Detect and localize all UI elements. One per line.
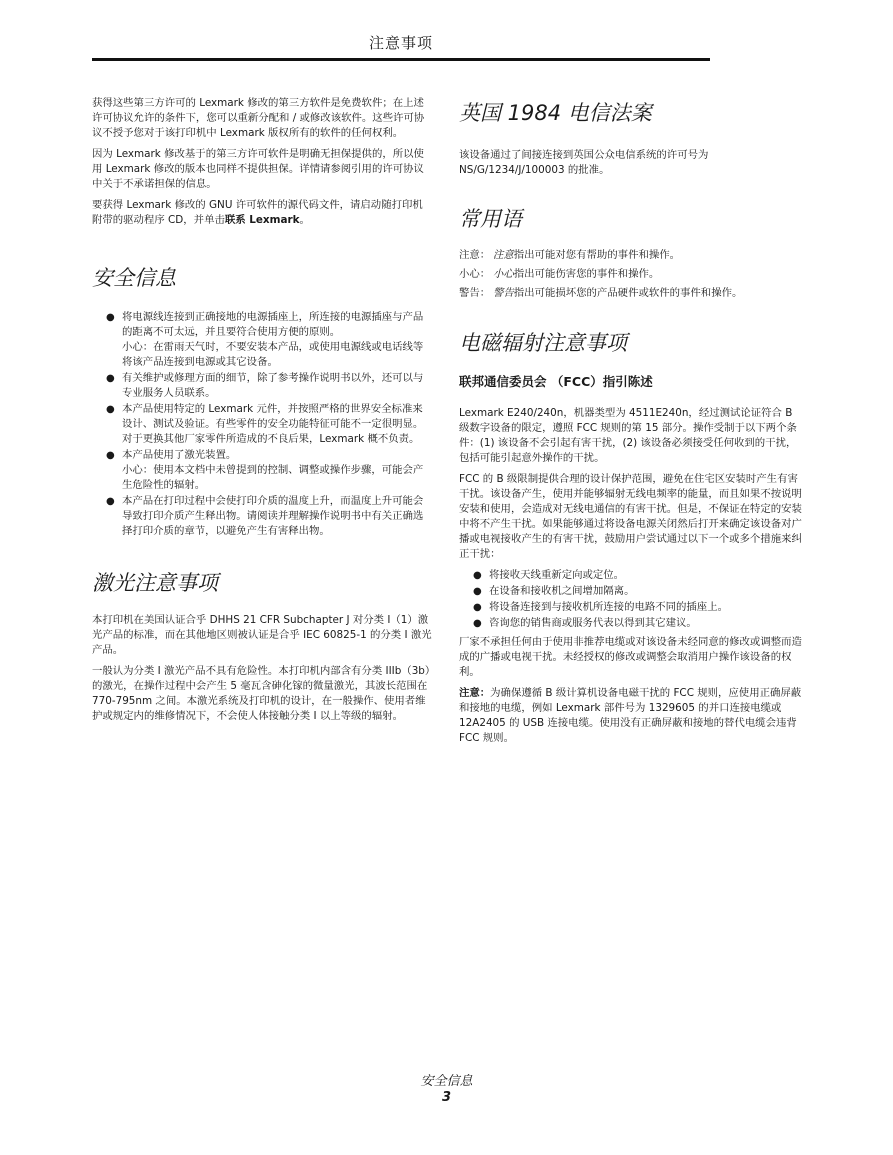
measure-text: 在设备和接收机之间增加隔离。 bbox=[489, 585, 635, 597]
note-label: 注意： bbox=[459, 687, 491, 699]
footer-section-title: 安全信息 bbox=[420, 1074, 473, 1089]
convention-note bbox=[459, 248, 803, 263]
page-header-title: 注意事项 bbox=[368, 34, 433, 52]
laser-paragraph-1: 本打印机在美国认证合乎 DHHS 21 CFR Subchapter J 对分类 I（1）激光产品的标准，而在其他地区则被认证是合乎 IEC 60825-1 的分类 I 激光产品。 bbox=[92, 614, 432, 656]
emc-heading: 电磁辐射注意事项 bbox=[459, 331, 627, 355]
safety-list bbox=[92, 310, 432, 539]
list-item: ● 有关维护或修理方面的细节，除了参考操作说明书以外，还可以与专业服务人员联系。 bbox=[106, 372, 424, 399]
safety-item-text: 将电源线连接到正确接地的电源插座上，所连接的电源插座与产品的距离不可太远，并且要符合使用方便的原则。 bbox=[122, 311, 424, 338]
convention-warning bbox=[459, 286, 803, 301]
fcc-paragraph-2: FCC 的 B 级限制提供合理的设计保护范围，避免在住宅区安装时产生有害干扰。该设备产生，使用并能够辐射无线电频率的能量，而且如果不按说明安装和使用，会造成对无线电通信的有害干扰。但是，不保证在特定的安装中将不产生干扰。如果能够通过将设备电源关闭然后打开来确定该设备对广播或电视接收产生的有害干扰，鼓励用户尝试通过以下一个或多个措施来纠正干扰： bbox=[459, 473, 802, 560]
safety-item-text: 本产品使用特定的 Lexmark 元件，并按照严格的世界安全标准来设计、测试及验证。有些零件的安全功能特征可能不一定很明显。对于更换其他厂家零件所造成的不良后果，Lexmark 概不负责。 bbox=[122, 403, 424, 445]
safety-item-text: 有关维护或修理方面的细节，除了参考操作说明书以外，还可以与专业服务人员联系。 bbox=[122, 372, 424, 399]
uk-telecom-heading: 英国 1984 电信法案 bbox=[459, 101, 652, 125]
fcc-paragraph-1: Lexmark E240/240n，机器类型为 4511E240n，经过测试论证符合 B 级数字设备的限定，遵照 FCC 规则的第 15 部分。操作受制于以下两个条件：(1) 该设备不会引起有害干扰，(2) 该设备必须接受任何收到的干扰，包括可能引起意外操作的干扰。 bbox=[459, 407, 797, 464]
intro-paragraph-1: 获得这些第三方许可的 Lexmark 修改的第三方软件是免费软件；在上述许可协议允许的条件下，您可以重新分配和 / 或修改该软件。这些许可协议不授予您对于该打印机中 Lexmark 版权所有的软件的任何权利。 bbox=[92, 97, 425, 139]
safety-item-text: 本产品使用了激光装置。 bbox=[122, 449, 237, 461]
safety-heading: 安全信息 bbox=[92, 266, 176, 290]
convention-term: 警告： bbox=[459, 287, 491, 299]
intro-paragraph-3 bbox=[92, 198, 432, 228]
list-item: ● 本产品使用了激光装置。 小心：使用本文档中未曾提到的控制、调整或操作步骤，可能会产生危险性的辐射。 bbox=[106, 449, 424, 491]
page-footer bbox=[0, 1074, 893, 1106]
safety-item-note: 小心：使用本文档中未曾提到的控制、调整或操作步骤，可能会产生危险性的辐射。 bbox=[122, 464, 424, 491]
list-item: ● 本产品使用特定的 Lexmark 元件，并按照严格的世界安全标准来设计、测试及验证。有些零件的安全功能特征可能不一定很明显。对于更换其他厂家零件所造成的不良后果，Lexmark 概不负责。 bbox=[106, 403, 424, 445]
convention-desc: 指出可能伤害您的事件和操作。 bbox=[513, 268, 660, 280]
convention-caution bbox=[459, 267, 803, 282]
list-item: ● 本产品在打印过程中会使打印介质的温度上升，而温度上升可能会导致打印介质产生释出物。请阅读并理解操作说明书中有关正确选择打印介质的章节，以避免产生有害释出物。 bbox=[106, 495, 424, 537]
conventions-heading: 常用语 bbox=[459, 207, 522, 231]
page-number: 3 bbox=[441, 1090, 452, 1105]
intro-paragraph-2: 因为 Lexmark 修改基于的第三方许可软件是明确无担保提供的，所以使用 Lexmark 修改的版本也同样不提供担保。详情请参阅引用的许可协议中关于不承诺担保的信息。 bbox=[92, 148, 424, 190]
safety-item-text: 本产品在打印过程中会使打印介质的温度上升，而温度上升可能会导致打印介质产生释出物。请阅读并理解操作说明书中有关正确选择打印介质的章节，以避免产生有害释出物。 bbox=[122, 495, 424, 537]
contact-lexmark-link: 联系 Lexmark bbox=[224, 214, 300, 226]
convention-term: 注意： bbox=[459, 249, 491, 261]
note-text: 为确保遵循 B 级计算机设备电磁干扰的 FCC 规则，应使用正确屏蔽和接地的电缆，例如 Lexmark 部件号为 1329605 的并口连接电缆或 12A2405 的 USB 连接电缆。使用没有正确屏蔽和接地的替代电缆会违背 FCC 规则。 bbox=[459, 687, 802, 744]
safety-item-note: 小心：在雷雨天气时，不要安装本产品，或使用电源线或电话线等将该产品连接到电源或其它设备。 bbox=[122, 341, 424, 368]
intro-suffix: 。 bbox=[299, 214, 310, 226]
laser-paragraph-2: 一般认为分类 I 激光产品不具有危险性。本打印机内部含有分类 IIIb（3b）的激光，在操作过程中会产生 5 毫瓦含砷化镓的微量激光，其波长范围在 770-795nm 之间。本激光系统及打印机的设计，在一般操作、使用者维护或规定内的维修情况下，不会使人体接触分类 I 以上等级的辐射。 bbox=[92, 665, 431, 722]
intro-source-text: 要获得 Lexmark 修改的 GNU 许可软件的源代码文件，请启动随打印机附带的驱动程序 CD，并单击 bbox=[92, 199, 423, 226]
list-item: ● 咨询您的销售商或服务代表以得到其它建议。 bbox=[473, 617, 697, 629]
convention-word: 小心 bbox=[493, 268, 514, 280]
fcc-measures-list bbox=[459, 568, 803, 631]
fcc-paragraph-3: 厂家不承担任何由于使用非推荐电缆或对该设备未经同意的修改或调整而造成的广播或电视干扰。未经授权的修改或调整会取消用户操作该设备的权利。 bbox=[459, 636, 802, 678]
list-item: ● 将电源线连接到正确接地的电源插座上，所连接的电源插座与产品的距离不可太远，并且要符合使用方便的原则。 小心：在雷雨天气时，不要安装本产品，或使用电源线或电话线等将该产品连接到电源或其它设备。 bbox=[106, 311, 424, 368]
laser-heading: 激光注意事项 bbox=[92, 571, 218, 595]
convention-word: 警告 bbox=[493, 287, 514, 299]
measure-text: 将设备连接到与接收机所连接的电路不同的插座上。 bbox=[489, 601, 728, 613]
convention-term: 小心： bbox=[459, 268, 491, 280]
measure-text: 咨询您的销售商或服务代表以得到其它建议。 bbox=[489, 617, 697, 629]
uk-telecom-text: 该设备通过了间接连接到英国公众电信系统的许可号为 NS/G/1234/J/100003 的批准。 bbox=[459, 149, 709, 176]
list-item: ● 将设备连接到与接收机所连接的电路不同的插座上。 bbox=[473, 601, 728, 613]
left-column bbox=[92, 96, 432, 730]
measure-text: 将接收天线重新定向或定位。 bbox=[489, 569, 625, 581]
list-item: ● 将接收天线重新定向或定位。 bbox=[473, 569, 625, 581]
right-column bbox=[459, 100, 803, 752]
convention-word: 注意 bbox=[493, 249, 514, 261]
convention-desc: 指出可能损坏您的产品硬件或软件的事件和操作。 bbox=[513, 287, 743, 299]
fcc-note bbox=[459, 686, 803, 746]
convention-desc: 指出可能对您有帮助的事件和操作。 bbox=[513, 249, 681, 261]
header-rule bbox=[92, 58, 710, 61]
list-item: ● 在设备和接收机之间增加隔离。 bbox=[473, 585, 635, 597]
fcc-subheading: 联邦通信委员会 （FCC）指引陈述 bbox=[459, 374, 653, 389]
